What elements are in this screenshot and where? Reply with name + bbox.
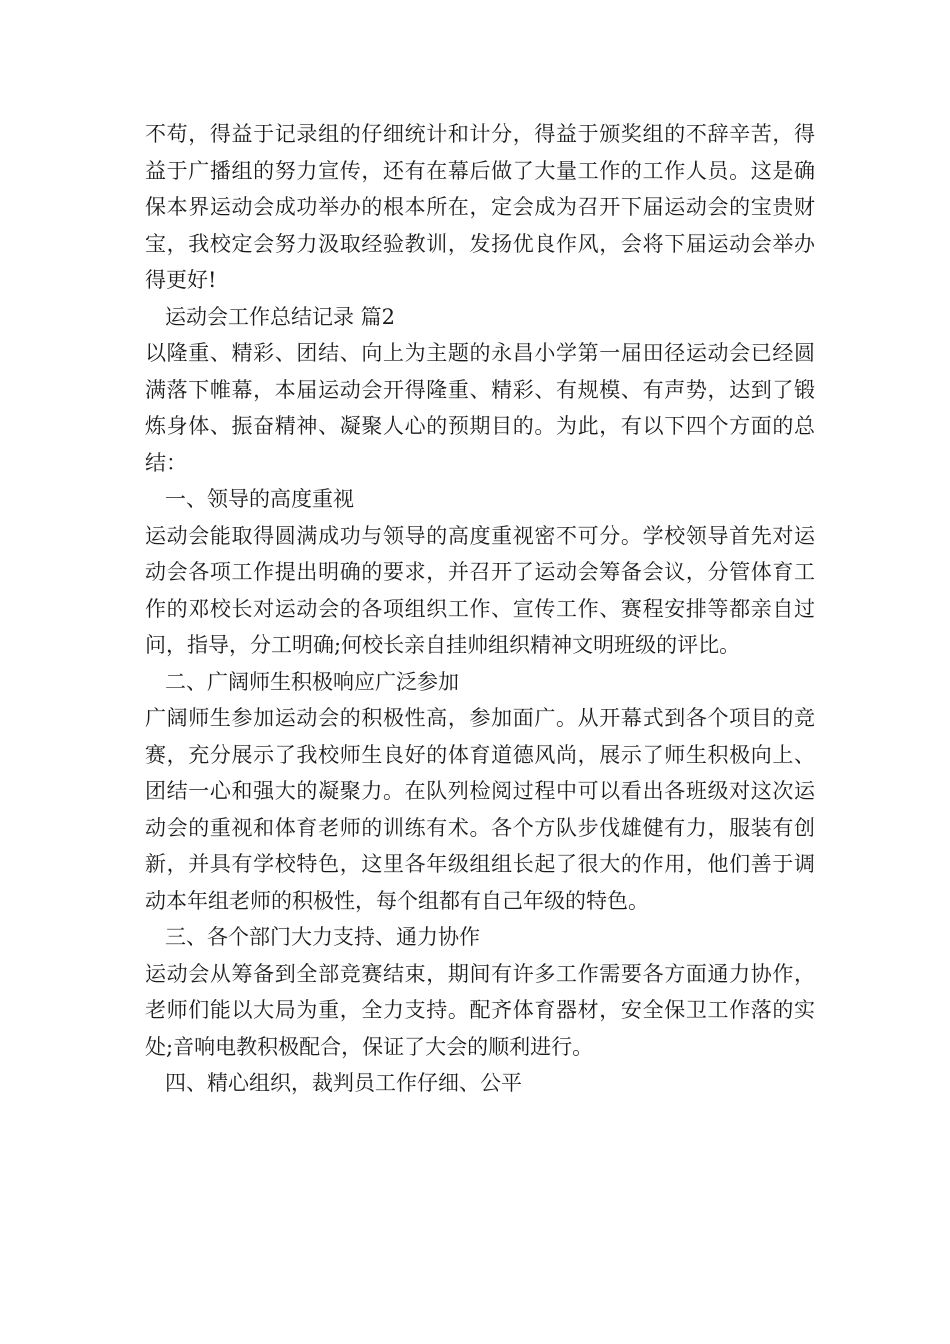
heading-two: 二、广阔师生积极响应广泛参加 — [165, 669, 459, 694]
paragraph-two: 广阔师生参加运动会的积极性高，参加面广。从开幕式到各个项目的竞赛，充分展示了我校师生良好的体育道德风尚，展示了师生积极向上、团结一心和强大的凝聚力。在队列检阅过程中可以看出各班级对这次运动会的重视和体育老师的训练有术。各个方队步伐雄健有力，服装有创新，并具有学校特色，这里各年级组组长起了很大的作用，他们善于调动本年组老师的积极性，每个组都有自己年级的特色。 — [145, 706, 815, 913]
paragraph-continuation: 不苟，得益于记录组的仔细统计和计分，得益于颁奖组的不辞辛苦，得益于广播组的努力宣传，还有在幕后做了大量工作的工作人员。这是确保本界运动会成功举办的根本所在，定会成为召开下届运动会的宝贵财宝，我校定会努力汲取经验教训，发扬优良作风，会将下届运动会举办得更好! — [145, 122, 815, 292]
paragraph-one: 运动会能取得圆满成功与领导的高度重视密不可分。学校领导首先对运动会各项工作提出明确的要求，并召开了运动会筹备会议，分管体育工作的邓校长对运动会的各项组织工作、宣传工作、赛程安排等都亲自过问，指导，分工明确;何校长亲自挂帅组织精神文明班级的评比。 — [145, 523, 815, 657]
document-body — [145, 116, 815, 1102]
heading-three: 三、各个部门大力支持、通力协作 — [165, 925, 480, 949]
paragraph-three: 运动会从筹备到全部竞赛结束，期间有许多工作需要各方面通力协作，老师们能以大局为重，全力支持。配齐体育器材，安全保卫工作落的实处;音响电教积极配合，保证了大会的顺利进行。 — [145, 961, 815, 1059]
heading-one: 一、领导的高度重视 — [165, 487, 354, 511]
paragraph-intro: 以隆重、精彩、团结、向上为主题的永昌小学第一届田径运动会已经圆满落下帷幕，本届运动会开得隆重、精彩、有规模、有声势，达到了锻炼身体、振奋精神、凝聚人心的预期目的。为此，有以下四个方面的总结： — [145, 341, 815, 475]
heading-four: 四、精心组织，裁判员工作仔细、公平 — [165, 1071, 522, 1095]
section-title: 运动会工作总结记录 篇2 — [165, 304, 396, 329]
